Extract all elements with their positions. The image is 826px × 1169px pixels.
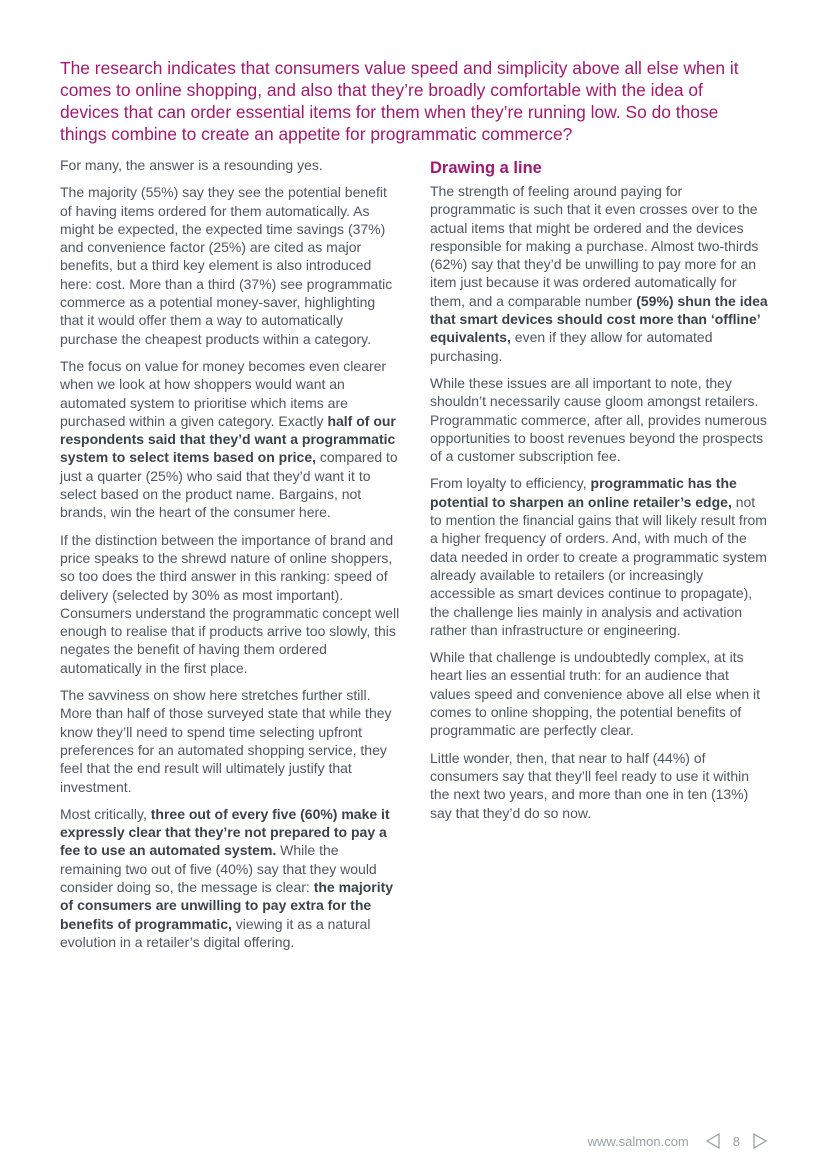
emphasis-text: (59%) shun the idea that smart devices should cost more than ‘offline’ equivalents, [430,292,768,346]
right-paragraph-3: From loyalty to efficiency, programmatic has the potential to sharpen an online retailer’s edge, not to mention the financial gains that will likely result from a higher frequency of orders. And, with much of the data needed in order to create a programmatic system already available to retailers (or increasingly accessible as smart devices continue to propagate), the challenge lies mainly in analysis and activation rather than infrastructure or engineering. [430,475,767,638]
right-paragraph-4: While that challenge is undoubtedly complex, at its heart lies an essential truth: for an audience that values speed and convenience above all else when it comes to online shopping, the potential benefits of programmatic are perfectly clear. [430,649,761,739]
right-paragraph-5: Little wonder, then, that near to half (44%) of consumers say that they’ll feel ready to use it within the next two years, and more than one in ten (13%) say that they’d do so now. [430,749,750,821]
section-heading: Drawing a line [430,159,542,177]
emphasis-text: the majority of consumers are unwilling to pay extra for the benefits of programmatic, [60,878,394,932]
page-footer [588,1130,768,1152]
right-paragraph-1: The strength of feeling around paying for programmatic is such that it even crosses over to the actual items that might be ordered and the devices responsible for making a purchase. Almost two-thirds (62%) say that they’d be unwilling to pay more for an item just because it was ordered automatically for them, and a comparable number (59%) shun the idea that smart devices should cost more than ‘offline’ equivalents, even if they allow for automated purchasing. [430,183,768,364]
left-paragraph-2: The majority (55%) say they see the potential benefit of having items ordered for them automatically. As might be expected, the expected time savings (37%) and convenience factor (25%) are cited as major benefits, but a third key element is also introduced here: cost. More than a third (37%) see programmatic commerce as a potential money-saver, highlighting that it would offer them a way to automatically purchase the cheapest products within a category. [60,184,393,347]
emphasis-text: three out of every five (60%) make it expressly clear that they’re not prepared to pay a fee to use an automated system. [60,805,390,859]
intro-paragraph: The research indicates that consumers value speed and simplicity above all else when it comes to online shopping, and also that they’re broadly comfortable with the idea of devices that can order essential items for them when they’re running low. So do those things combine to create an appetite for programmatic commerce? [60,58,739,144]
right-paragraph-2: While these issues are all important to note, they shouldn’t necessarily cause gloom amongst retailers. Programmatic commerce, after all, provides numerous opportunities to boost revenues beyond the prospects of a customer subscription fee. [430,374,767,465]
left-paragraph-3: The focus on value for money becomes even clearer when we look at how shoppers would want an automated system to prioritise which items are purchased within a given category. Exactly half of our respondents said that they’d want a programmatic system to select items based on price, compared to just a quarter (25%) who said that they’d want it to select based on the product name. Bargains, not brands, win the heart of the consumer here. [60,357,398,521]
emphasis-text: half of our respondents said that they’d want a programmatic system to select items based on price, [60,412,396,466]
emphasis-text: programmatic has the potential to sharpen an online retailer’s edge, [430,475,737,510]
left-paragraph-6: Most critically, three out of every five (60%) make it expressly clear that they’re not prepared to pay a fee to use an automated system. While the remaining two out of five (40%) say that they would consider doing so, the message is clear: the majority of consumers are unwilling to pay extra for the benefits of programmatic, viewing it as a natural evolution in a retailer’s digital offering. [60,805,394,950]
left-paragraph-5: The savviness on show here stretches further still. More than half of those surveyed state that while they know they’ll need to spend time selecting upfront preferences for an automated shopping service, they feel that the end result will ultimately justify that investment. [60,687,392,795]
left-paragraph-1: For many, the answer is a resounding yes. [60,157,323,173]
left-column [60,156,402,960]
previous-page-icon[interactable] [705,1132,721,1150]
page-number: 8 [732,1133,740,1149]
left-paragraph-4: If the distinction between the importance of brand and price speaks to the shrewd nature of online shoppers, so too does the third answer in this ranking: speed of delivery (selected by 30% as most important). Consumers understand the programmatic concept well enough to realise that if products arrive too slowly, this negates the benefit of having them ordered automatically in the first place. [60,531,400,676]
right-column [430,156,768,831]
footer-url-link[interactable]: www.salmon.com [587,1133,689,1149]
next-page-icon[interactable] [752,1132,768,1150]
